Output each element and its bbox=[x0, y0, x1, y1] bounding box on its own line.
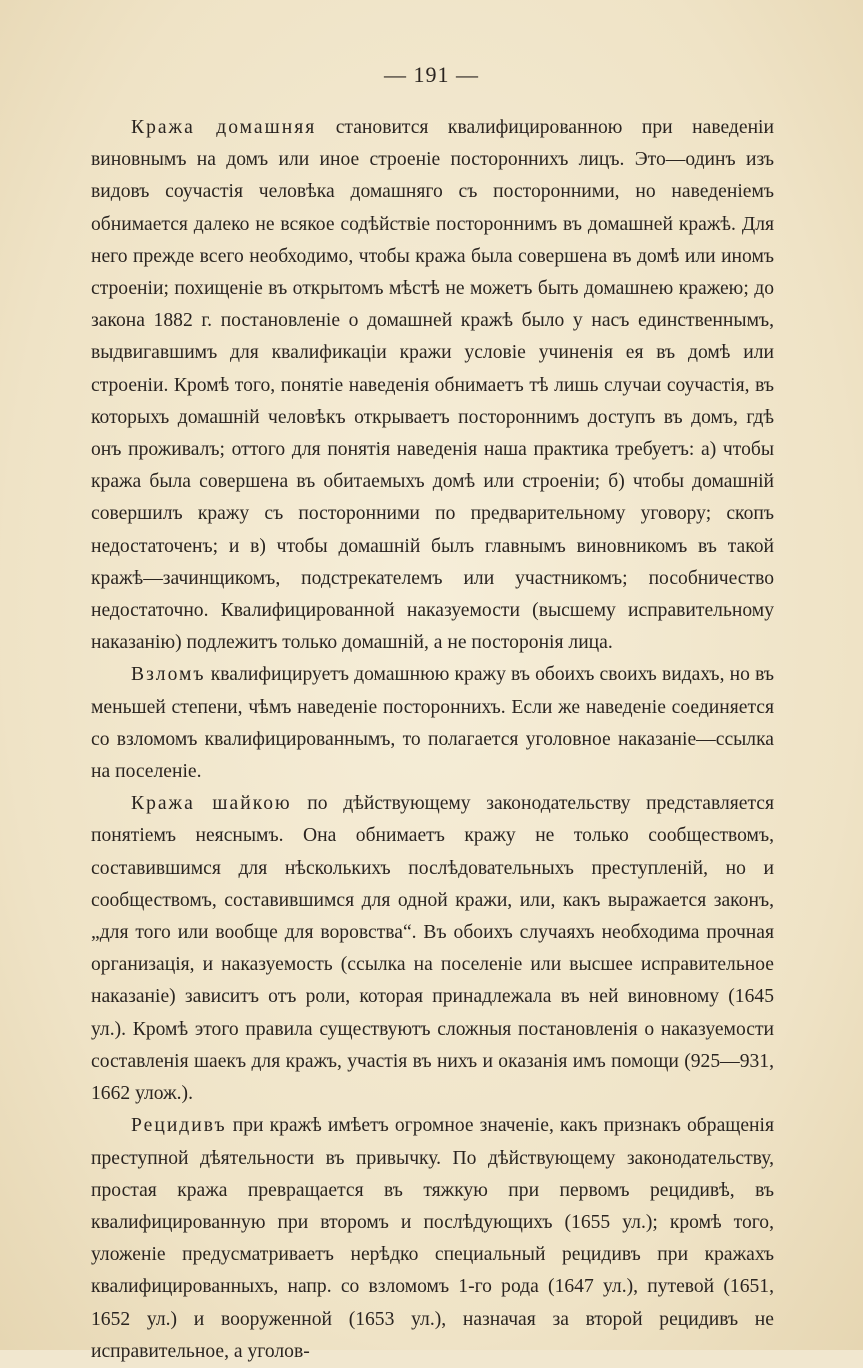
paragraph-text: при кражѣ имѣетъ огромное значеніе, какъ признакъ обращенія преступной дѣятельности въ привычку. По дѣйствующему законодательству, простая кража превращается въ тяжкую при первомъ рецидивѣ, въ квалифицированную при второмъ и послѣдующихъ (1655 ул.); кромѣ того, уложеніе предусматриваетъ нерѣдко специальный рецидивъ при кражахъ квалифицированныхъ, напр. со взломомъ 1-го рода (1647 ул.), путевой (1651, 1652 ул.) и вооруженной (1653 ул.), назначая за второй рецидивъ не исправительное, а уголов- bbox=[91, 1115, 774, 1362]
paragraph-lead: Взломъ bbox=[131, 664, 206, 686]
paragraph-text: становится квалифицированною при наведеніи виновнымъ на домъ или иное строеніе постороннихъ лицъ. Это—одинъ изъ видовъ соучастія человѣка домашняго съ посторонними, но наведеніемъ обнимается далеко не всякое содѣйствіе постороннимъ въ домашней кражѣ. Для него прежде всего необходимо, чтобы кража была совершена въ домѣ или иномъ строеніи; похищеніе въ открытомъ мѣстѣ не можетъ быть домашнею кражею; до закона 1882 г. постановленіе о домашней кражѣ было у насъ единственнымъ, выдвигавшимъ для квалификаціи кражи условіе учиненія ея въ домѣ или строеніи. Кромѣ того, понятіе наведенія обнимаетъ тѣ лишь случаи соучастія, въ которыхъ домашній человѣкъ открываетъ постороннимъ доступъ въ домъ, гдѣ онъ проживалъ; оттого для понятія наведенія наша практика требуетъ: а) чтобы кража была совершена въ обитаемыхъ домѣ или строеніи; б) чтобы домашній совершилъ кражу съ посторонними по предварительному уговору; скопъ недостаточенъ; и в) чтобы домашній былъ главнымъ виновникомъ въ такой кражѣ—зачинщикомъ, подстрекателемъ или участникомъ; пособничество недостаточно. Квалифицированной наказуемости (высшему исправительному наказанію) подлежитъ только домашній, а не посторонія лица. bbox=[91, 117, 774, 654]
body-text bbox=[91, 112, 774, 1368]
paragraph-lead: Рецидивъ bbox=[131, 1115, 227, 1137]
paragraph-lead: Кража домашняя bbox=[131, 117, 317, 138]
paragraph-recidivism bbox=[91, 1110, 774, 1368]
paragraph-lead: Кража шайкою bbox=[131, 793, 292, 815]
paragraph-text: квалифицируетъ домашнюю кражу въ обоихъ своихъ видахъ, но въ меньшей степени, чѣмъ наведеніе постороннихъ. Если же наведеніе соединяется со взломомъ квалифицированнымъ, то полагается уголовное наказаніе—ссылка на поселеніе. bbox=[91, 664, 774, 783]
paragraph-domestic-theft bbox=[91, 112, 774, 659]
paragraph-gang-theft bbox=[91, 788, 774, 1110]
page-number: — 191 — bbox=[384, 62, 479, 87]
paragraph-burglary bbox=[91, 659, 774, 788]
paragraph-text: по дѣйствующему законодательству представляется понятіемъ неяснымъ. Она обнимаетъ кражу не только сообществомъ, составившимся для нѣсколькихъ послѣдовательныхъ преступленій, но и сообществомъ, составившимся для одной кражи, или, какъ выражается законъ, „для того или вообще для воровства“. Въ обоихъ случаяхъ необходима прочная организація, и наказуемость (ссылка на поселеніе или высшее исправительное наказаніе) зависитъ отъ роли, которая принадлежала въ ней виновному (1645 ул.). Кромѣ этого правила существуютъ сложныя постановленія о наказуемости составленія шаекъ для кражъ, участія въ нихъ и оказанія имъ помощи (925—931, 1662 улож.). bbox=[91, 793, 774, 1105]
